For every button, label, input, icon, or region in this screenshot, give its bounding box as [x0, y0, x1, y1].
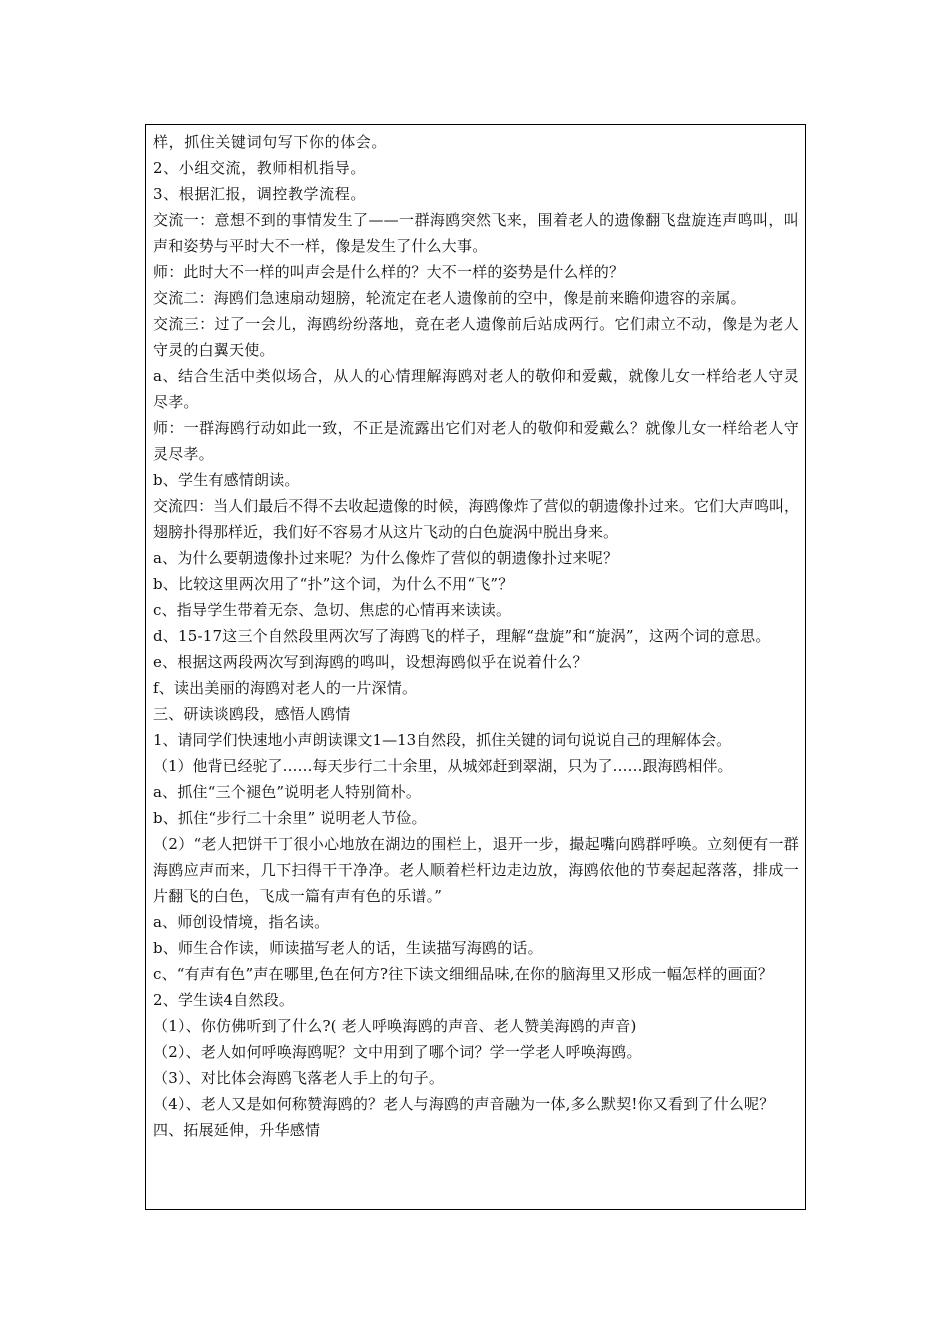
paragraph-sub-1: （1）、你仿佛听到了什么?( 老人呼唤海鸥的声音、老人赞美海鸥的声音) [153, 1017, 637, 1035]
paragraph-exchange-1: 交流一：意想不到的事情发生了——一群海鸥突然飞来，围着老人的遗像翻飞盘旋连声鸣叫，叫声和姿势与平时大不一样，像是发生了什么大事。 [153, 211, 799, 255]
paragraph-step-2: 2、小组交流，教师相机指导。 [153, 159, 366, 177]
paragraph-sub-3: （3）、对比体会海鸥飞落老人手上的句子。 [153, 1069, 445, 1087]
paragraph-teacher-question-1: 师：此时大不一样的叫声会是什么样的？大不一样的姿势是什么样的？ [153, 263, 625, 281]
paragraph-point-b1: b、学生有感情朗读。 [153, 471, 300, 489]
paragraph-sub-4: （4）、老人又是如何称赞海鸥的？老人与海鸥的声音融为一体,多么默契!你又看到了什么呢？ [153, 1095, 775, 1113]
paragraph-point-a4: a、师创设情境，指名读。 [153, 913, 330, 931]
paragraph-point-c4: c、“有声有色”声在哪里,色在何方?往下读文细细品味,在你的脑海里又形成一幅怎样的画面？ [153, 965, 774, 983]
paragraph-sub-2: （2）、老人如何呼唤海鸥呢？文中用到了哪个词？学一学老人呼唤海鸥。 [153, 1043, 642, 1061]
paragraph-step-3-1: 1、请同学们快速地小声朗读课文1—13自然段，抓住关键的词句说说自己的理解体会。 [153, 731, 732, 749]
paragraph-point-a1: a、结合生活中类似场合，从人的心情理解海鸥对老人的敬仰和爱戴，就像儿女一样给老人守灵尽孝。 [153, 367, 799, 411]
paragraph-step-3: 3、根据汇报，调控教学流程。 [153, 185, 366, 203]
paragraph-teacher-remark: 师：一群海鸥行动如此一致，不正是流露出它们对老人的敬仰和爱戴么？就像儿女一样给老人守灵尽孝。 [153, 419, 799, 463]
paragraph-step-3-2: 2、学生读4自然段。 [153, 991, 295, 1009]
paragraph-point-a2: a、为什么要朝遗像扑过来呢？为什么像炸了营似的朝遗像扑过来呢？ [153, 549, 619, 567]
lesson-table-cell [145, 124, 806, 1210]
paragraph-point-f2: f、读出美丽的海鸥对老人的一片深情。 [153, 679, 418, 697]
paragraph-item-1: （1）他背已经驼了……每天步行二十余里，从城郊赶到翠湖，只为了……跟海鸥相伴。 [153, 757, 733, 775]
paragraph-point-c2: c、指导学生带着无奈、急切、焦虑的心情再来读读。 [153, 601, 512, 619]
section-heading-3: 三、研读谈鸥段，感悟人鸥情 [153, 705, 351, 723]
paragraph-point-e2: e、根据这两段两次写到海鸥的鸣叫，设想海鸥似乎在说着什么？ [153, 653, 588, 671]
paragraph-point-b2: b、比较这里两次用了“扑”这个词，为什么不用“飞”？ [153, 575, 514, 593]
paragraph-point-b3: b、抓住“步行二十余里” 说明老人节俭。 [153, 809, 427, 827]
paragraph-point-b4: b、师生合作读，师读描写老人的话，生读描写海鸥的话。 [153, 939, 543, 957]
paragraph-item-2-quote: （2）“老人把饼干丁很小心地放在湖边的围栏上，退开一步，撮起嘴向鸥群呼唤。立刻便有一群海鸥应声而来，几下扫得干干净净。老人顺着栏杆边走边放，海鸥依他的节奏起起落落，排成一片翻飞的白色，飞成一篇有声有色的乐谱。” [153, 835, 799, 905]
paragraph-point-d2: d、15-17这三个自然段里两次写了海鸥飞的样子，理解“盘旋”和“旋涡”，这两个词的意思。 [153, 627, 771, 645]
section-heading-4: 四、拓展延伸，升华感情 [153, 1121, 321, 1139]
paragraph-intro: 样，抓住关键词句写下你的体会。 [153, 133, 388, 151]
paragraph-exchange-2: 交流二：海鸥们急速扇动翅膀，轮流定在老人遗像前的空中，像是前来瞻仰遗容的亲属。 [153, 289, 746, 307]
paragraph-point-a3: a、抓住“三个褪色”说明老人特别简朴。 [153, 783, 422, 801]
paragraph-exchange-4: 交流四：当人们最后不得不去收起遗像的时候，海鸥像炸了营似的朝遗像扑过来。它们大声鸣叫，翅膀扑得那样近，我们好不容易才从这片飞动的白色旋涡中脱出身来。 [153, 497, 799, 541]
lesson-content [153, 129, 799, 1143]
paragraph-exchange-3: 交流三：过了一会儿，海鸥纷纷落地，竟在老人遗像前后站成两行。它们肃立不动，像是为老人守灵的白翼天使。 [153, 315, 799, 359]
